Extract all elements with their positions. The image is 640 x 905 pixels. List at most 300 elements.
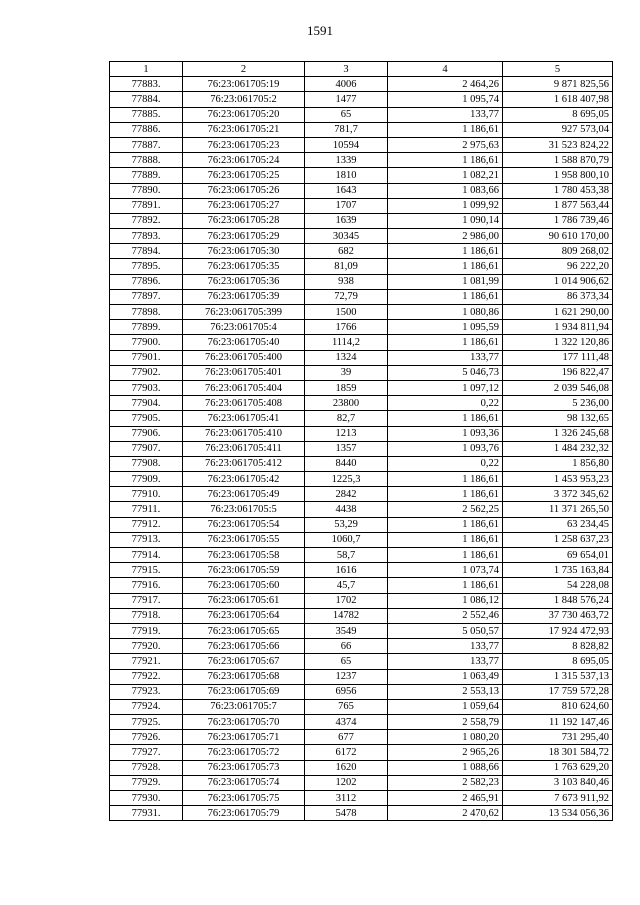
area-cell: 2842: [305, 487, 388, 502]
cadastral-number-cell: 76:23:061705:23: [183, 137, 305, 152]
area-cell: 1477: [305, 92, 388, 107]
cadastral-number-cell: 76:23:061705:30: [183, 244, 305, 259]
area-cell: 1213: [305, 426, 388, 441]
cadastral-number-cell: 76:23:061705:2: [183, 92, 305, 107]
cadastral-number-cell: 76:23:061705:21: [183, 122, 305, 137]
value-cell: 731 295,40: [503, 730, 613, 745]
table-row: [110, 639, 613, 654]
cadastral-number-cell: 76:23:061705:59: [183, 563, 305, 578]
area-cell: 1225,3: [305, 472, 388, 487]
area-cell: 1324: [305, 350, 388, 365]
table-row: [110, 365, 613, 380]
table-row: [110, 213, 613, 228]
row-number-cell: 77889.: [110, 168, 183, 183]
rate-cell: 1 081,99: [388, 274, 503, 289]
area-cell: 10594: [305, 137, 388, 152]
value-cell: 3 372 345,62: [503, 487, 613, 502]
row-number-cell: 77925.: [110, 715, 183, 730]
rate-cell: 1 186,61: [388, 259, 503, 274]
rate-cell: 1 186,61: [388, 153, 503, 168]
value-cell: 1 014 906,62: [503, 274, 613, 289]
area-cell: 6956: [305, 684, 388, 699]
row-number-cell: 77930.: [110, 791, 183, 806]
area-cell: 58,7: [305, 548, 388, 563]
cadastral-number-cell: 76:23:061705:411: [183, 441, 305, 456]
rate-cell: 1 186,61: [388, 335, 503, 350]
area-cell: 1202: [305, 775, 388, 790]
cadastral-number-cell: 76:23:061705:69: [183, 684, 305, 699]
row-number-cell: 77903.: [110, 380, 183, 395]
row-number-cell: 77927.: [110, 745, 183, 760]
area-cell: 677: [305, 730, 388, 745]
area-cell: 1639: [305, 213, 388, 228]
value-cell: 1 848 576,24: [503, 593, 613, 608]
rate-cell: 2 965,26: [388, 745, 503, 760]
table-row: [110, 806, 613, 821]
row-number-cell: 77898.: [110, 305, 183, 320]
row-number-cell: 77904.: [110, 396, 183, 411]
value-cell: 5 236,00: [503, 396, 613, 411]
row-number-cell: 77906.: [110, 426, 183, 441]
table-row: [110, 684, 613, 699]
table-row: [110, 335, 613, 350]
area-cell: 1357: [305, 441, 388, 456]
row-number-cell: 77926.: [110, 730, 183, 745]
rate-cell: 0,22: [388, 456, 503, 471]
value-cell: 54 228,08: [503, 578, 613, 593]
value-cell: 1 322 120,86: [503, 335, 613, 350]
table-row: [110, 654, 613, 669]
table-row: [110, 441, 613, 456]
cadastral-number-cell: 76:23:061705:42: [183, 472, 305, 487]
value-cell: 98 132,65: [503, 411, 613, 426]
row-number-cell: 77912.: [110, 517, 183, 532]
cadastral-number-cell: 76:23:061705:26: [183, 183, 305, 198]
table-row: [110, 168, 613, 183]
value-cell: 69 654,01: [503, 548, 613, 563]
cadastral-number-cell: 76:23:061705:29: [183, 229, 305, 244]
row-number-cell: 77897.: [110, 289, 183, 304]
value-cell: 3 103 840,46: [503, 775, 613, 790]
cadastral-number-cell: 76:23:061705:4: [183, 320, 305, 335]
row-number-cell: 77907.: [110, 441, 183, 456]
cadastral-number-cell: 76:23:061705:27: [183, 198, 305, 213]
area-cell: 1339: [305, 153, 388, 168]
area-cell: 1810: [305, 168, 388, 183]
value-cell: 31 523 824,22: [503, 137, 613, 152]
row-number-cell: 77918.: [110, 608, 183, 623]
row-number-cell: 77914.: [110, 548, 183, 563]
area-cell: 72,79: [305, 289, 388, 304]
row-number-cell: 77921.: [110, 654, 183, 669]
rate-cell: 1 186,61: [388, 532, 503, 547]
value-cell: 1 453 953,23: [503, 472, 613, 487]
cadastral-number-cell: 76:23:061705:70: [183, 715, 305, 730]
row-number-cell: 77886.: [110, 122, 183, 137]
rate-cell: 2 558,79: [388, 715, 503, 730]
rate-cell: 2 465,91: [388, 791, 503, 806]
table-row: [110, 92, 613, 107]
cadastral-number-cell: 76:23:061705:68: [183, 669, 305, 684]
table-row: [110, 426, 613, 441]
rate-cell: 1 080,86: [388, 305, 503, 320]
area-cell: 1643: [305, 183, 388, 198]
cadastral-number-cell: 76:23:061705:5: [183, 502, 305, 517]
value-cell: 1 618 407,98: [503, 92, 613, 107]
area-cell: 30345: [305, 229, 388, 244]
table-row: [110, 472, 613, 487]
table-body: [110, 77, 613, 821]
cadastral-number-cell: 76:23:061705:67: [183, 654, 305, 669]
row-number-cell: 77923.: [110, 684, 183, 699]
header-col-1: 1: [110, 62, 183, 77]
area-cell: 3549: [305, 623, 388, 638]
value-cell: 18 301 584,72: [503, 745, 613, 760]
table-row: [110, 380, 613, 395]
value-cell: 809 268,02: [503, 244, 613, 259]
table-row: [110, 107, 613, 122]
area-cell: 23800: [305, 396, 388, 411]
area-cell: 53,29: [305, 517, 388, 532]
page-number: 1591: [307, 23, 333, 38]
table-row: [110, 578, 613, 593]
cadastral-number-cell: 76:23:061705:36: [183, 274, 305, 289]
table-row: [110, 730, 613, 745]
value-cell: 1 856,80: [503, 456, 613, 471]
rate-cell: 2 582,23: [388, 775, 503, 790]
area-cell: 82,7: [305, 411, 388, 426]
table-row: [110, 244, 613, 259]
value-cell: 1 588 870,79: [503, 153, 613, 168]
area-cell: 1707: [305, 198, 388, 213]
rate-cell: 1 186,61: [388, 548, 503, 563]
cadastral-number-cell: 76:23:061705:400: [183, 350, 305, 365]
table-row: [110, 548, 613, 563]
cadastral-number-cell: 76:23:061705:41: [183, 411, 305, 426]
cadastral-number-cell: 76:23:061705:28: [183, 213, 305, 228]
rate-cell: 5 050,57: [388, 623, 503, 638]
area-cell: 765: [305, 699, 388, 714]
area-cell: 1702: [305, 593, 388, 608]
table-row: [110, 153, 613, 168]
table-row: [110, 122, 613, 137]
value-cell: 9 871 825,56: [503, 77, 613, 92]
rate-cell: 1 086,12: [388, 593, 503, 608]
table-row: [110, 593, 613, 608]
value-cell: 86 373,34: [503, 289, 613, 304]
area-cell: 1859: [305, 380, 388, 395]
cadastral-number-cell: 76:23:061705:25: [183, 168, 305, 183]
rate-cell: 1 093,76: [388, 441, 503, 456]
cadastral-number-cell: 76:23:061705:74: [183, 775, 305, 790]
row-number-cell: 77931.: [110, 806, 183, 821]
header-col-2: 2: [183, 62, 305, 77]
cadastral-number-cell: 76:23:061705:73: [183, 760, 305, 775]
table-row: [110, 320, 613, 335]
value-cell: 11 192 147,46: [503, 715, 613, 730]
table-row: [110, 229, 613, 244]
value-cell: 1 484 232,32: [503, 441, 613, 456]
table-row: [110, 487, 613, 502]
rate-cell: 1 080,20: [388, 730, 503, 745]
value-cell: 8 828,82: [503, 639, 613, 654]
cadastral-number-cell: 76:23:061705:61: [183, 593, 305, 608]
area-cell: 1060,7: [305, 532, 388, 547]
cadastral-number-cell: 76:23:061705:404: [183, 380, 305, 395]
value-cell: 2 039 546,08: [503, 380, 613, 395]
area-cell: 4006: [305, 77, 388, 92]
area-cell: 14782: [305, 608, 388, 623]
table-row: [110, 183, 613, 198]
cadastral-number-cell: 76:23:061705:20: [183, 107, 305, 122]
table-row: [110, 563, 613, 578]
value-cell: 11 371 265,50: [503, 502, 613, 517]
cadastral-number-cell: 76:23:061705:412: [183, 456, 305, 471]
area-cell: 66: [305, 639, 388, 654]
row-number-cell: 77896.: [110, 274, 183, 289]
table-row: [110, 350, 613, 365]
cadastral-number-cell: 76:23:061705:40: [183, 335, 305, 350]
row-number-cell: 77915.: [110, 563, 183, 578]
rate-cell: 2 562,25: [388, 502, 503, 517]
value-cell: 17 924 472,93: [503, 623, 613, 638]
table-row: [110, 274, 613, 289]
value-cell: 927 573,04: [503, 122, 613, 137]
value-cell: 63 234,45: [503, 517, 613, 532]
cadastral-number-cell: 76:23:061705:79: [183, 806, 305, 821]
area-cell: 4374: [305, 715, 388, 730]
row-number-cell: 77919.: [110, 623, 183, 638]
value-cell: 177 111,48: [503, 350, 613, 365]
area-cell: 682: [305, 244, 388, 259]
area-cell: 81,09: [305, 259, 388, 274]
table-row: [110, 305, 613, 320]
value-cell: 810 624,60: [503, 699, 613, 714]
area-cell: 1766: [305, 320, 388, 335]
rate-cell: 2 470,62: [388, 806, 503, 821]
cadastral-number-cell: 76:23:061705:60: [183, 578, 305, 593]
value-cell: 17 759 572,28: [503, 684, 613, 699]
value-cell: 8 695,05: [503, 654, 613, 669]
value-cell: 1 958 800,10: [503, 168, 613, 183]
row-number-cell: 77887.: [110, 137, 183, 152]
rate-cell: 1 186,61: [388, 122, 503, 137]
area-cell: 65: [305, 654, 388, 669]
cadastral-number-cell: 76:23:061705:55: [183, 532, 305, 547]
cadastral-number-cell: 76:23:061705:72: [183, 745, 305, 760]
table-row: [110, 517, 613, 532]
rate-cell: 1 186,61: [388, 289, 503, 304]
row-number-cell: 77922.: [110, 669, 183, 684]
rate-cell: 1 082,21: [388, 168, 503, 183]
cadastral-number-cell: 76:23:061705:39: [183, 289, 305, 304]
table-row: [110, 623, 613, 638]
rate-cell: 1 090,14: [388, 213, 503, 228]
table-row: [110, 396, 613, 411]
rate-cell: 1 088,66: [388, 760, 503, 775]
area-cell: 4438: [305, 502, 388, 517]
rate-cell: 2 553,13: [388, 684, 503, 699]
row-number-cell: 77900.: [110, 335, 183, 350]
area-cell: 8440: [305, 456, 388, 471]
row-number-cell: 77920.: [110, 639, 183, 654]
header-row: [110, 62, 613, 77]
rate-cell: 2 986,00: [388, 229, 503, 244]
value-cell: 13 534 056,36: [503, 806, 613, 821]
row-number-cell: 77901.: [110, 350, 183, 365]
rate-cell: 1 186,61: [388, 244, 503, 259]
header-col-4: 4: [388, 62, 503, 77]
cadastral-number-cell: 76:23:061705:65: [183, 623, 305, 638]
row-number-cell: 77905.: [110, 411, 183, 426]
table-row: [110, 502, 613, 517]
rate-cell: 133,77: [388, 639, 503, 654]
cadastral-number-cell: 76:23:061705:64: [183, 608, 305, 623]
value-cell: 1 786 739,46: [503, 213, 613, 228]
rate-cell: 5 046,73: [388, 365, 503, 380]
rate-cell: 1 095,74: [388, 92, 503, 107]
header-col-5: 5: [503, 62, 613, 77]
row-number-cell: 77895.: [110, 259, 183, 274]
table-row: [110, 456, 613, 471]
table-row: [110, 699, 613, 714]
value-cell: 8 695,05: [503, 107, 613, 122]
cadastral-number-cell: 76:23:061705:49: [183, 487, 305, 502]
cadastral-number-cell: 76:23:061705:401: [183, 365, 305, 380]
row-number-cell: 77929.: [110, 775, 183, 790]
row-number-cell: 77894.: [110, 244, 183, 259]
row-number-cell: 77909.: [110, 472, 183, 487]
table-row: [110, 775, 613, 790]
cadastral-number-cell: 76:23:061705:35: [183, 259, 305, 274]
table-row: [110, 259, 613, 274]
table-row: [110, 411, 613, 426]
area-cell: 1500: [305, 305, 388, 320]
table-row: [110, 77, 613, 92]
cadastral-number-cell: 76:23:061705:24: [183, 153, 305, 168]
row-number-cell: 77902.: [110, 365, 183, 380]
value-cell: 196 822,47: [503, 365, 613, 380]
rate-cell: 1 095,59: [388, 320, 503, 335]
rate-cell: 1 059,64: [388, 699, 503, 714]
row-number-cell: 77891.: [110, 198, 183, 213]
rate-cell: 1 097,12: [388, 380, 503, 395]
rate-cell: 2 552,46: [388, 608, 503, 623]
rate-cell: 1 093,36: [388, 426, 503, 441]
cadastral-number-cell: 76:23:061705:7: [183, 699, 305, 714]
area-cell: 3112: [305, 791, 388, 806]
row-number-cell: 77911.: [110, 502, 183, 517]
cadastral-number-cell: 76:23:061705:54: [183, 517, 305, 532]
area-cell: 781,7: [305, 122, 388, 137]
area-cell: 1616: [305, 563, 388, 578]
value-cell: 7 673 911,92: [503, 791, 613, 806]
row-number-cell: 77884.: [110, 92, 183, 107]
area-cell: 1620: [305, 760, 388, 775]
value-cell: 1 780 453,38: [503, 183, 613, 198]
row-number-cell: 77928.: [110, 760, 183, 775]
cadastral-number-cell: 76:23:061705:71: [183, 730, 305, 745]
table-row: [110, 532, 613, 547]
value-cell: 1 763 629,20: [503, 760, 613, 775]
table-row: [110, 791, 613, 806]
cadastral-number-cell: 76:23:061705:75: [183, 791, 305, 806]
row-number-cell: 77883.: [110, 77, 183, 92]
area-cell: 45,7: [305, 578, 388, 593]
value-cell: 90 610 170,00: [503, 229, 613, 244]
rate-cell: 133,77: [388, 654, 503, 669]
cadastral-number-cell: 76:23:061705:408: [183, 396, 305, 411]
row-number-cell: 77885.: [110, 107, 183, 122]
table-row: [110, 745, 613, 760]
cadastral-number-cell: 76:23:061705:66: [183, 639, 305, 654]
rate-cell: 1 073,74: [388, 563, 503, 578]
table-row: [110, 608, 613, 623]
row-number-cell: 77890.: [110, 183, 183, 198]
value-cell: 1 258 637,23: [503, 532, 613, 547]
cadastral-number-cell: 76:23:061705:58: [183, 548, 305, 563]
cadastral-number-cell: 76:23:061705:19: [183, 77, 305, 92]
rate-cell: 1 186,61: [388, 472, 503, 487]
value-cell: 37 730 463,72: [503, 608, 613, 623]
value-cell: 96 222,20: [503, 259, 613, 274]
table-row: [110, 715, 613, 730]
rate-cell: 133,77: [388, 107, 503, 122]
area-cell: 6172: [305, 745, 388, 760]
row-number-cell: 77910.: [110, 487, 183, 502]
table-header: [110, 62, 613, 77]
rate-cell: 0,22: [388, 396, 503, 411]
value-cell: 1 621 290,00: [503, 305, 613, 320]
registry-table: [109, 61, 613, 821]
rate-cell: 2 464,26: [388, 77, 503, 92]
table-row: [110, 198, 613, 213]
rate-cell: 1 063,49: [388, 669, 503, 684]
row-number-cell: 77917.: [110, 593, 183, 608]
rate-cell: 2 975,63: [388, 137, 503, 152]
cadastral-number-cell: 76:23:061705:410: [183, 426, 305, 441]
area-cell: 1237: [305, 669, 388, 684]
header-col-3: 3: [305, 62, 388, 77]
area-cell: 938: [305, 274, 388, 289]
value-cell: 1 877 563,44: [503, 198, 613, 213]
rate-cell: 133,77: [388, 350, 503, 365]
value-cell: 1 315 537,13: [503, 669, 613, 684]
row-number-cell: 77913.: [110, 532, 183, 547]
rate-cell: 1 186,61: [388, 517, 503, 532]
value-cell: 1 735 163,84: [503, 563, 613, 578]
row-number-cell: 77892.: [110, 213, 183, 228]
row-number-cell: 77908.: [110, 456, 183, 471]
value-cell: 1 326 245,68: [503, 426, 613, 441]
row-number-cell: 77924.: [110, 699, 183, 714]
row-number-cell: 77916.: [110, 578, 183, 593]
value-cell: 1 934 811,94: [503, 320, 613, 335]
area-cell: 5478: [305, 806, 388, 821]
rate-cell: 1 186,61: [388, 411, 503, 426]
table-row: [110, 669, 613, 684]
rate-cell: 1 186,61: [388, 487, 503, 502]
row-number-cell: 77899.: [110, 320, 183, 335]
row-number-cell: 77893.: [110, 229, 183, 244]
area-cell: 65: [305, 107, 388, 122]
rate-cell: 1 083,66: [388, 183, 503, 198]
row-number-cell: 77888.: [110, 153, 183, 168]
cadastral-number-cell: 76:23:061705:399: [183, 305, 305, 320]
table-row: [110, 137, 613, 152]
area-cell: 1114,2: [305, 335, 388, 350]
table-row: [110, 760, 613, 775]
